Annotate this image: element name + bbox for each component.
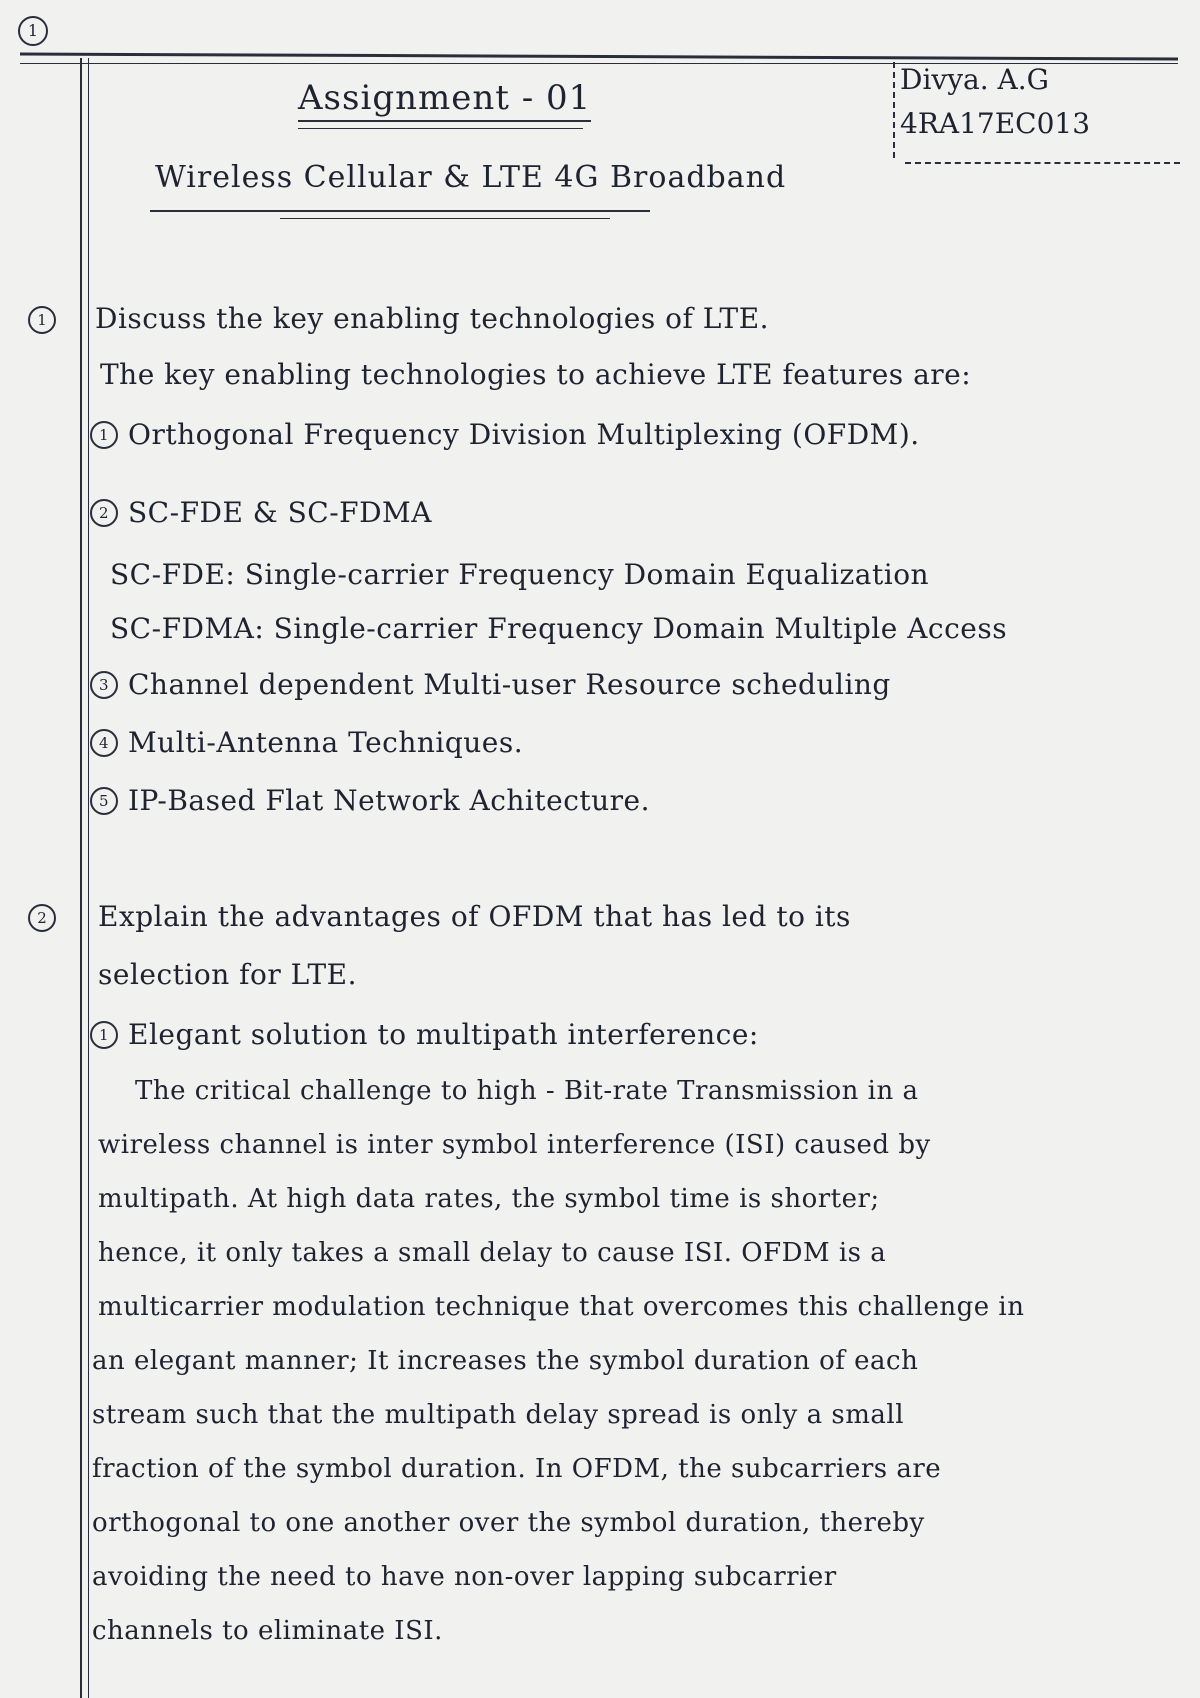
q1-item-5-text: IP-Based Flat Network Achitecture. (128, 784, 651, 817)
q2-paragraph-line: wireless channel is inter symbol interference (ISI) caused by (98, 1130, 931, 1160)
q1-item-5 (90, 784, 650, 817)
q2-paragraph-line: multipath. At high data rates, the symbol time is shorter; (98, 1184, 880, 1214)
question-2-text-line-2: selection for LTE. (98, 958, 357, 991)
q1-item-3-number: 3 (90, 671, 118, 699)
author-divider (893, 62, 895, 158)
q1-item-1-number: 1 (90, 421, 118, 449)
q1-item-4-number: 4 (90, 729, 118, 757)
question-2-number: 2 (28, 904, 56, 932)
margin-line (80, 58, 82, 1698)
q1-item-3-text: Channel dependent Multi-user Resource scheduling (128, 668, 891, 701)
q1-intro: The key enabling technologies to achieve LTE features are: (100, 358, 972, 391)
q1-item-1 (90, 418, 920, 451)
q2-point-1 (90, 1018, 759, 1051)
margin-line-secondary (88, 58, 89, 1698)
q2-paragraph-line: multicarrier modulation technique that overcomes this challenge in (98, 1292, 1025, 1322)
q2-paragraph-line: The critical challenge to high - Bit-rate Transmission in a (135, 1076, 919, 1106)
q1-item-2-text: SC-FDE & SC-FDMA (128, 496, 432, 529)
q1-item-5-number: 5 (90, 787, 118, 815)
q2-paragraph-line: orthogonal to one another over the symbol duration, thereby (92, 1508, 925, 1538)
q2-paragraph-line: fraction of the symbol duration. In OFDM, the subcarriers are (92, 1454, 942, 1484)
q1-item-4-text: Multi-Antenna Techniques. (128, 726, 524, 759)
student-id: 4RA17EC013 (900, 107, 1091, 140)
q1-item-2-sc-fdma: SC-FDMA: Single-carrier Frequency Domain Multiple Access (110, 612, 1008, 645)
title-underline (298, 128, 583, 129)
question-1-text: Discuss the key enabling technologies of LTE. (95, 302, 770, 335)
q1-item-2-sc-fde: SC-FDE: Single-carrier Frequency Domain Equalization (110, 558, 930, 591)
author-underline (905, 162, 1180, 164)
page-number: 1 (18, 16, 48, 46)
student-name: Divya. A.G (900, 63, 1050, 96)
q2-paragraph-line: channels to eliminate ISI. (92, 1616, 443, 1646)
subject-underline-secondary (280, 218, 610, 219)
q2-paragraph-line: stream such that the multipath delay spread is only a small (92, 1400, 905, 1430)
q1-item-2-number: 2 (90, 499, 118, 527)
subject-title: Wireless Cellular & LTE 4G Broadband (155, 160, 787, 195)
subject-underline (150, 210, 650, 212)
q1-item-2 (90, 496, 432, 529)
q1-item-4 (90, 726, 523, 759)
author-block (900, 58, 1090, 146)
q1-item-1-text: Orthogonal Frequency Division Multiplexing (OFDM). (128, 418, 920, 451)
question-1-number: 1 (28, 306, 56, 334)
question-2-text-line-1: Explain the advantages of OFDM that has led to its (98, 900, 851, 933)
assignment-title: Assignment - 01 (298, 78, 591, 122)
q2-paragraph-line: hence, it only takes a small delay to cause ISI. OFDM is a (98, 1238, 887, 1268)
q2-paragraph-line: an elegant manner; It increases the symbol duration of each (92, 1346, 919, 1376)
q1-item-3 (90, 668, 891, 701)
q2-point-1-title: Elegant solution to multipath interference: (128, 1018, 759, 1051)
q2-point-1-number: 1 (90, 1021, 118, 1049)
q2-paragraph-line: avoiding the need to have non-over lapping subcarrier (92, 1562, 837, 1592)
